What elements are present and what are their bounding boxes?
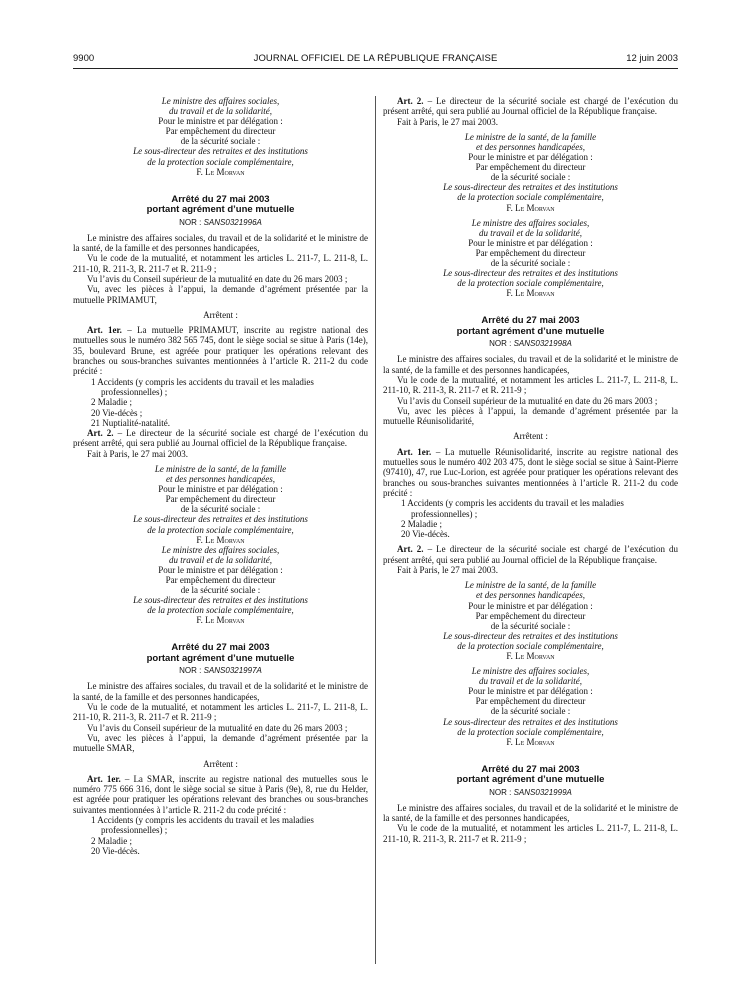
signature-line: Le ministre de la santé, de la famille xyxy=(464,580,597,591)
signature-line: Par empêchement du directeur xyxy=(475,162,586,173)
paragraph: Le ministre des affaires sociales, du travail et de la solidarité et le ministre de la santé, de la famille et des personnes handicapées, xyxy=(383,354,678,375)
signature-line: Pour le ministre et par délégation : xyxy=(158,116,283,127)
signature-line: Le ministre des affaires sociales, xyxy=(471,217,590,228)
signature-line: Pour le ministre et par délégation : xyxy=(158,564,283,575)
paragraph: Vu l’avis du Conseil supérieur de la mutualité en date du 26 mars 2003 ; xyxy=(397,395,658,406)
left-column xyxy=(73,96,368,856)
article-label: Art. 2. xyxy=(87,428,114,439)
article-2: Art. 2. – Le directeur de la sécurité sociale est chargé de l’exécution du présent arrêté, qui sera publié au Journal officiel de la République française. xyxy=(383,96,678,117)
signatory-name: F. Le Morvan xyxy=(506,202,555,213)
signature-line: Pour le ministre et par délégation : xyxy=(468,152,593,163)
signature-line: de la sécurité sociale : xyxy=(180,504,261,515)
signature-line: Le sous-directeur des retraites et des institutions xyxy=(133,514,308,525)
article-1: Art. 1er. – La SMAR, inscrite au registre national des mutuelles sous le numéro 775 666 316, dont le siège social se situe à Paris (9e), 8, rue du Helder, est agréée pour pratiquer les opérations relevant des branches ou sous-branches suivantes mentionnées à l’article R. 211-2 du code précité : xyxy=(73,773,368,815)
page-number: 9900 xyxy=(73,53,95,64)
signatory-name: F. Le Morvan xyxy=(196,166,245,177)
decree-title: Arrêté du 27 mai 2003 portant agrément d’une mutuelle xyxy=(146,193,295,216)
signature-line: Pour le ministre et par délégation : xyxy=(468,686,593,697)
signature-line: Le sous-directeur des retraites et des institutions xyxy=(443,716,618,727)
signature-line: de la protection sociale complémentaire, xyxy=(147,524,294,535)
list-item: 21 Nuptialité-natalité. xyxy=(91,417,170,428)
nor-reference: NOR : SANS0321997A xyxy=(179,666,262,676)
signature-line: de la protection sociale complémentaire, xyxy=(457,192,604,203)
signature-line: Le ministre de la santé, de la famille xyxy=(464,131,597,142)
paragraph: Vu l’avis du Conseil supérieur de la mutualité en date du 26 mars 2003 ; xyxy=(87,273,348,284)
signature-block xyxy=(383,218,678,299)
signature-line: de la sécurité sociale : xyxy=(490,172,571,183)
signature-line: Le ministre des affaires sociales, xyxy=(161,544,280,555)
fait-a-paris: Fait à Paris, le 27 mai 2003. xyxy=(397,116,498,127)
signature-line: Par empêchement du directeur xyxy=(475,696,586,707)
signature-block xyxy=(383,132,678,213)
paragraph: Vu l’avis du Conseil supérieur de la mutualité en date du 26 mars 2003 ; xyxy=(87,722,348,733)
paragraph: Vu le code de la mutualité, et notamment les articles L. 211-7, L. 211-8, L. 211-10, R. 211-3, R. 211-7 et R. 211-9 ; xyxy=(383,823,678,844)
decree-title: Arrêté du 27 mai 2003 portant agrément d’une mutuelle xyxy=(456,315,605,337)
column-divider xyxy=(375,96,376,964)
nor-reference: NOR : SANS0321996A xyxy=(179,217,262,227)
branch-list xyxy=(383,498,678,539)
signature-line: de la protection sociale complémentaire, xyxy=(457,640,604,651)
signature-line: Le sous-directeur des retraites et des institutions xyxy=(443,268,618,279)
header-rule xyxy=(73,68,678,69)
signature-block xyxy=(73,96,368,177)
paragraph: Vu le code de la mutualité, et notamment les articles L. 211-7, L. 211-8, L. 211-10, R. 211-3, R. 211-7 et R. 211-9 ; xyxy=(383,374,678,396)
signature-line: Le sous-directeur des retraites et des institutions xyxy=(443,630,618,641)
fait-a-paris: Fait à Paris, le 27 mai 2003. xyxy=(397,565,498,576)
journal-title: JOURNAL OFFICIEL DE LA RÉPUBLIQUE FRANÇAISE xyxy=(253,53,498,64)
signature-line: du travail et de la solidarité, xyxy=(169,554,272,565)
arretent-heading: Arrêtent : xyxy=(203,309,238,320)
signature-line: Le sous-directeur des retraites et des institutions xyxy=(133,595,308,606)
article-1: Art. 1er. – La mutuelle Réunisolidarité, inscrite au registre national des mutuelles sous le numéro 402 203 475, dont le siège social se situe à Saint-Pierre (97410), 47, rue Luc-Lorion, est agréée pour pratiquer les opérations relevant des branches ou sous-branches suivantes mentionnées à l’article R. 211-2 du code précité : xyxy=(383,446,679,498)
right-column xyxy=(383,96,678,844)
issue-date: 12 juin 2003 xyxy=(626,53,678,64)
article-label: Art. 1er. xyxy=(87,773,121,784)
signatory-name: F. Le Morvan xyxy=(506,288,555,299)
signature-line: du travail et de la solidarité, xyxy=(169,106,272,117)
list-item: 2 Maladie ; xyxy=(91,397,132,408)
paragraph: Vu, avec les pièces à l’appui, la demande d’agrément présentée par la mutuelle PRIMAMUT, xyxy=(73,284,368,305)
signature-line: de la protection sociale complémentaire, xyxy=(457,726,604,737)
signature-block xyxy=(383,666,678,747)
list-item: 1 Accidents (y compris les accidents du travail et les maladies xyxy=(401,498,624,509)
signature-line: Le sous-directeur des retraites et des institutions xyxy=(133,146,308,157)
article-label: Art. 2. xyxy=(397,96,424,106)
signature-line: de la protection sociale complémentaire, xyxy=(457,278,604,289)
paragraph: Le ministre des affaires sociales, du travail et de la solidarité et le ministre de la santé, de la famille et des personnes handicapées, xyxy=(383,802,678,824)
list-item: 1 Accidents (y compris les accidents du travail et les maladies xyxy=(91,376,314,387)
signature-block xyxy=(383,580,678,661)
signature-line: Pour le ministre et par délégation : xyxy=(468,237,593,248)
list-item: professionnelles) ; xyxy=(411,508,478,519)
nor-reference: NOR : SANS0321999A xyxy=(489,787,572,797)
article-label: Art. 1er. xyxy=(397,446,432,457)
signature-line: de la sécurité sociale : xyxy=(490,706,571,717)
signature-line: de la protection sociale complémentaire, xyxy=(147,156,294,167)
article-2: Art. 2. – Le directeur de la sécurité sociale est chargé de l’exécution du présent arrêté, qui sera publié au Journal officiel de la République française. xyxy=(73,428,368,449)
article-label: Art. 2. xyxy=(397,544,424,555)
signature-line: de la protection sociale complémentaire, xyxy=(147,605,294,616)
list-item: 1 Accidents (y compris les accidents du travail et les maladies xyxy=(91,815,314,826)
decree-title: Arrêté du 27 mai 2003 portant agrément d’une mutuelle xyxy=(146,642,295,664)
signature-line: Le ministre des affaires sociales, xyxy=(471,666,590,677)
signature-line: Pour le ministre et par délégation : xyxy=(468,600,593,611)
article-1: Art. 1er. – La mutuelle PRIMAMUT, inscrite au registre national des mutuelles sous le numéro 382 565 745, dont le siège social se situe à Paris (14e), 35, boulevard Brune, est agréée pour pratiquer les opérations relevant des branches ou sous-branches suivantes mentionnées à l’article R. 211-2 du code précité : xyxy=(73,325,368,377)
article-label: Art. 1er. xyxy=(87,325,122,336)
arretent-heading: Arrêtent : xyxy=(513,431,548,442)
arretent-heading: Arrêtent : xyxy=(203,758,238,769)
signature-line: Par empêchement du directeur xyxy=(165,494,276,505)
list-item: 20 Vie-décès. xyxy=(401,529,450,540)
decree-title: Arrêté du 27 mai 2003 portant agrément d’une mutuelle xyxy=(456,763,605,786)
signatory-name: F. Le Morvan xyxy=(196,615,245,626)
signature-line: de la sécurité sociale : xyxy=(180,585,261,596)
paragraph: Vu le code de la mutualité, et notamment les articles L. 211-7, L. 211-8, L. 211-10, R. 211-3, R. 211-7 et R. 211-9 ; xyxy=(73,253,368,274)
paragraph: Le ministre des affaires sociales, du travail et de la solidarité et le ministre de la santé, de la famille et des personnes handicapées, xyxy=(73,681,368,702)
list-item: professionnelles) ; xyxy=(101,825,168,836)
signatory-name: F. Le Morvan xyxy=(506,650,555,661)
signature-line: et des personnes handicapées, xyxy=(166,474,275,485)
paragraph: Vu le code de la mutualité, et notamment les articles L. 211-7, L. 211-8, L. 211-10, R. 211-3, R. 211-7 et R. 211-9 ; xyxy=(73,702,368,723)
page-header xyxy=(73,52,678,66)
signature-line: Par empêchement du directeur xyxy=(475,610,586,621)
signature-line: et des personnes handicapées, xyxy=(476,141,585,152)
signature-line: Par empêchement du directeur xyxy=(475,247,586,258)
signature-line: Pour le ministre et par délégation : xyxy=(158,484,283,495)
paragraph: Vu, avec les pièces à l’appui, la demande d’agrément présentée par la mutuelle Réunisolidarité, xyxy=(383,405,678,427)
list-item: 20 Vie-décès. xyxy=(91,845,140,856)
paragraph: Le ministre des affaires sociales, du travail et de la solidarité et le ministre de la santé, de la famille et des personnes handicapées, xyxy=(73,232,368,254)
signature-line: Le ministre de la santé, de la famille xyxy=(154,463,287,474)
list-item: 2 Maladie ; xyxy=(91,835,132,846)
list-item: professionnelles) ; xyxy=(101,386,168,397)
signature-line: du travail et de la solidarité, xyxy=(479,227,582,238)
signatory-name: F. Le Morvan xyxy=(506,736,555,747)
signature-block xyxy=(73,464,368,545)
branch-list xyxy=(73,815,368,856)
list-item: 20 Vie-décès ; xyxy=(91,407,143,418)
fait-a-paris: Fait à Paris, le 27 mai 2003. xyxy=(87,448,188,459)
article-2: Art. 2. – Le directeur de la sécurité sociale est chargé de l’exécution du présent arrêté, qui sera publié au Journal officiel de la République française. xyxy=(383,544,678,565)
signature-line: du travail et de la solidarité, xyxy=(479,676,582,687)
signature-line: Par empêchement du directeur xyxy=(165,575,276,586)
signature-line: de la sécurité sociale : xyxy=(490,620,571,631)
signature-block xyxy=(73,545,368,626)
signature-line: de la sécurité sociale : xyxy=(490,258,571,269)
signature-line: Par empêchement du directeur xyxy=(165,126,276,137)
signature-line: et des personnes handicapées, xyxy=(476,590,585,601)
list-item: 2 Maladie ; xyxy=(401,518,442,529)
paragraph: Vu, avec les pièces à l’appui, la demande d’agrément présentée par la mutuelle SMAR, xyxy=(73,732,368,754)
signature-line: Le ministre des affaires sociales, xyxy=(161,96,280,106)
signature-line: Le sous-directeur des retraites et des institutions xyxy=(443,182,618,193)
signatory-name: F. Le Morvan xyxy=(196,534,245,545)
nor-reference: NOR : SANS0321998A xyxy=(489,339,572,349)
branch-list xyxy=(73,377,368,428)
signature-line: de la sécurité sociale : xyxy=(180,136,261,147)
